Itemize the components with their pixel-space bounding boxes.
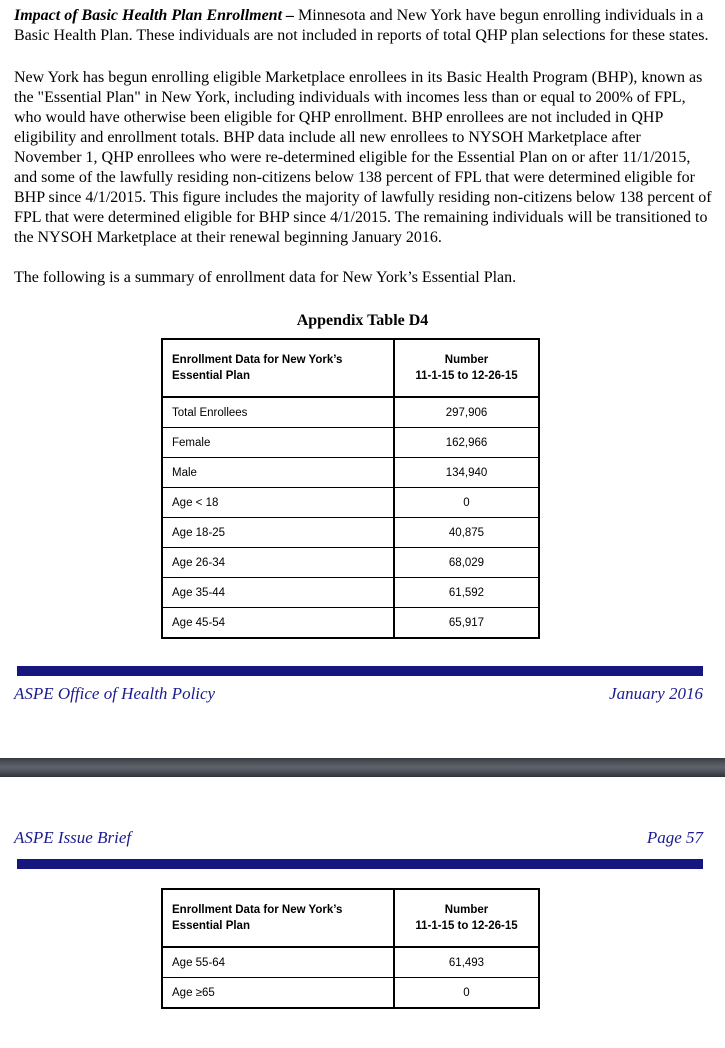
appendix-table-title: Appendix Table D4 [296, 312, 429, 329]
header-number-label: Number [444, 904, 489, 916]
page1-footer [0, 683, 725, 705]
header-cell-category: Enrollment Data for New York’s Essential Plan [162, 339, 394, 397]
header-period-label: 11-1-15 to 12-26-15 [415, 370, 518, 382]
table-row [162, 947, 539, 978]
footer-office-label: ASPE Office of Health Policy [14, 684, 216, 703]
row-value: 61,592 [394, 578, 539, 608]
page-separator-bar [0, 758, 725, 777]
table-row [162, 548, 539, 578]
row-value: 162,966 [394, 428, 539, 458]
header-brief-label: ASPE Issue Brief [14, 828, 132, 847]
paragraph-lead-heading: Impact of Basic Health Plan Enrollment – [14, 7, 295, 24]
table-row [162, 397, 539, 428]
table-row [162, 458, 539, 488]
row-label: Total Enrollees [162, 397, 394, 428]
header-period-label: 11-1-15 to 12-26-15 [415, 920, 518, 932]
header-cell-number [394, 889, 539, 947]
table-row [162, 518, 539, 548]
table-row [162, 578, 539, 608]
enrollment-table-header [162, 339, 539, 397]
row-value: 61,493 [394, 947, 539, 978]
row-label: Female [162, 428, 394, 458]
page2-header [0, 827, 725, 849]
row-value: 40,875 [394, 518, 539, 548]
row-value: 68,029 [394, 548, 539, 578]
row-value: 134,940 [394, 458, 539, 488]
page1-text-column [0, 6, 725, 288]
row-label: Age < 18 [162, 488, 394, 518]
row-label: Age 45-54 [162, 608, 394, 639]
row-label: Male [162, 458, 394, 488]
enrollment-table-page2 [161, 888, 540, 1009]
paragraph-impact-of-bhp [14, 6, 712, 46]
row-value: 65,917 [394, 608, 539, 639]
row-value: 0 [394, 978, 539, 1009]
enrollment-table-page1 [161, 338, 540, 639]
row-label: Age ≥65 [162, 978, 394, 1009]
table-row [162, 428, 539, 458]
header-cell-category: Enrollment Data for New York’s Essential Plan [162, 889, 394, 947]
row-value: 0 [394, 488, 539, 518]
header-page-number: Page 57 [646, 828, 703, 847]
enrollment-table-header [162, 889, 539, 947]
table-row [162, 488, 539, 518]
header-row [162, 889, 539, 947]
row-label: Age 26-34 [162, 548, 394, 578]
paragraph-new-york-bhp: New York has begun enrolling eligible Marketplace enrollees in its Basic Health Program (BHP), known as the "Essential Plan" in New York, including individuals with incomes less than or equal to 200% of FPL, who would have otherwise been eligible for QHP enrollment. BHP enrollees are not included in QHP eligibility and enrollment totals. BHP data include all new enrollees to NYSOH Marketplace after November 1, QHP enrollees who were re-determined eligible for the Essential Plan on or after 11/1/2015, and some of the lawfully residing non-citizens below 138 percent of FPL that were determined eligible for BHP since 4/1/2015. This figure includes the majority of lawfully residing non-citizens below 138 percent of FPL that were determined eligible for BHP since 4/1/2015. The remaining individuals will be transitioned to the NYSOH Marketplace at their renewal beginning January 2016. [14, 69, 712, 246]
paragraph-summary-intro: The following is a summary of enrollment data for New York’s Essential Plan. [14, 269, 517, 286]
header-number-label: Number [444, 354, 489, 366]
table-row [162, 608, 539, 639]
document-page [0, 6, 725, 1048]
row-label: Age 35-44 [162, 578, 394, 608]
header-cell-number [394, 339, 539, 397]
paragraph-lead-body: Minnesota and New York have begun enrolling individuals in a Basic Health Plan. These individuals are not included in reports of total QHP plan selections for these states. [14, 7, 709, 44]
header-rule-bar [17, 859, 703, 869]
table-row [162, 978, 539, 1009]
row-label: Age 55-64 [162, 947, 394, 978]
footer-rule-bar [17, 666, 703, 676]
row-value: 297,906 [394, 397, 539, 428]
header-row [162, 339, 539, 397]
footer-date-label: January 2016 [609, 684, 703, 703]
row-label: Age 18-25 [162, 518, 394, 548]
